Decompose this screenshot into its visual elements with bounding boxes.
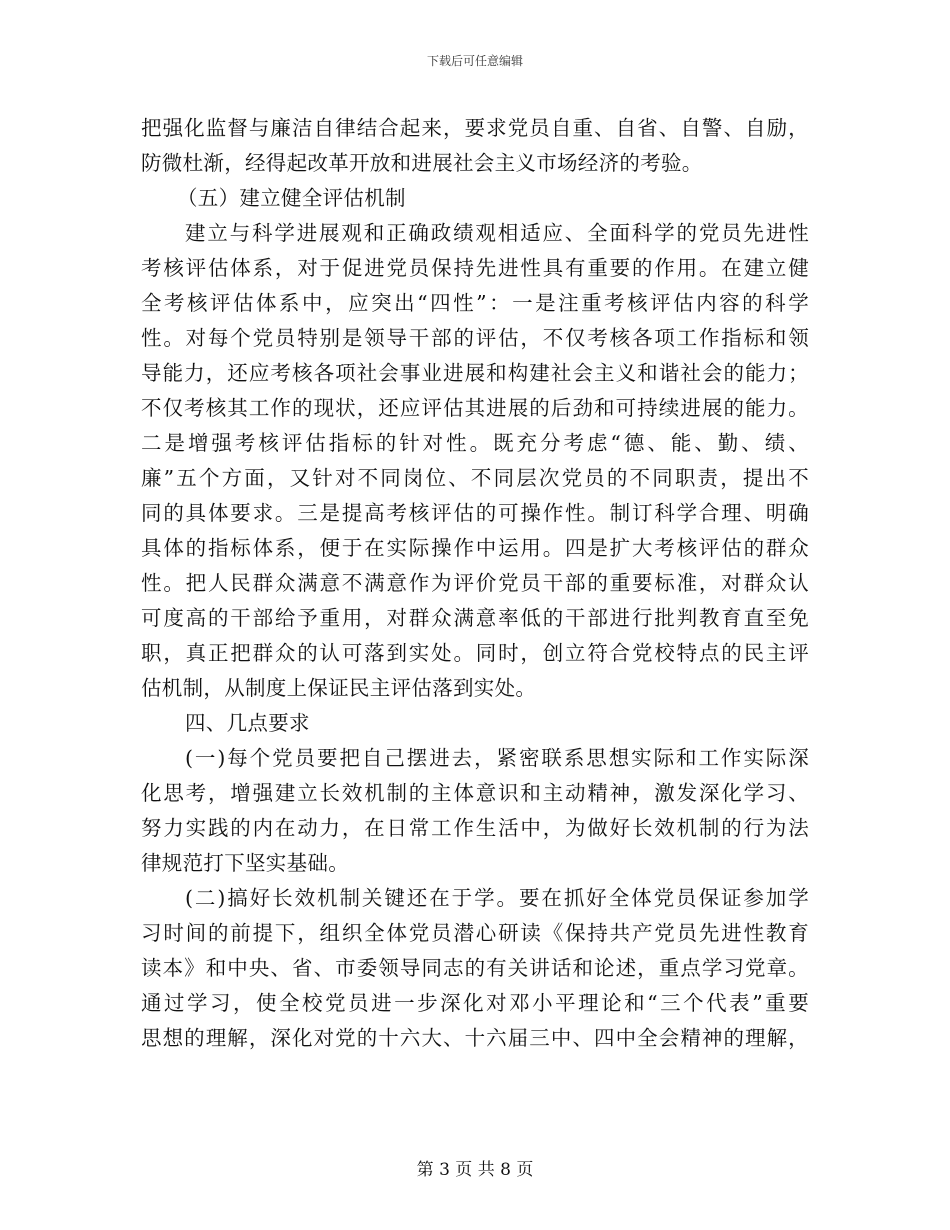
text-line: 全考核评估体系中，应突出“四性”：一是注重考核评估内容的科学	[141, 291, 809, 315]
text-line: 读本》和中央、省、市委领导同志的有关讲话和论述，重点学习党章。	[141, 956, 809, 980]
text-line: 思想的理解，深化对党的十六大、十六届三中、四中全会精神的理解，	[141, 1026, 809, 1050]
page-footer: 第 3 页 共 8 页	[416, 1160, 534, 1180]
text-line: 职，真正把群众的认可落到实处。同时，创立符合党校特点的民主评	[141, 641, 809, 665]
text-line: 四、几点要求	[185, 711, 310, 735]
text-line: 习时间的前提下，组织全体党员潜心研读《保持共产党员先进性教育	[141, 921, 809, 945]
page-header: 下载后可任意编辑	[426, 54, 523, 68]
text-line: 建立与科学进展观和正确政绩观相适应、全面科学的党员先进性	[185, 221, 809, 245]
text-line: 同的具体要求。三是提高考核评估的可操作性。制订科学合理、明确	[141, 501, 809, 525]
text-line: 努力实践的内在动力，在日常工作生活中，为做好长效机制的行为法	[141, 816, 809, 840]
text-line: 导能力，还应考核各项社会事业进展和构建社会主义和谐社会的能力；	[141, 361, 809, 385]
text-line: 估机制，从制度上保证民主评估落到实处。	[141, 676, 537, 700]
text-line: 性。对每个党员特别是领导干部的评估，不仅考核各项工作指标和领	[141, 326, 809, 350]
text-line: 通过学习，使全校党员进一步深化对邓小平理论和“三个代表”重要	[141, 991, 809, 1015]
text-line: 考核评估体系，对于促进党员保持先进性具有重要的作用。在建立健	[141, 256, 809, 280]
text-line: (二)搞好长效机制关键还在于学。要在抓好全体党员保证参加学	[185, 886, 809, 910]
text-line: 把强化监督与廉洁自律结合起来，要求党员自重、自省、自警、自励，	[141, 116, 809, 140]
text-line: 具体的指标体系，便于在实际操作中运用。四是扩大考核评估的群众	[141, 536, 809, 560]
text-line: 廉”五个方面，又针对不同岗位、不同层次党员的不同职责，提出不	[141, 466, 809, 490]
text-line: 二是增强考核评估指标的针对性。既充分考虑“德、能、勤、绩、	[141, 431, 809, 455]
text-line: 防微杜渐，经得起改革开放和进展社会主义市场经济的考验。	[141, 151, 703, 175]
text-line: 可度高的干部给予重用，对群众满意率低的干部进行批判教育直至免	[141, 606, 809, 630]
text-line: 化思考，增强建立长效机制的主体意识和主动精神，激发深化学习、	[141, 781, 809, 805]
text-line: 律规范打下坚实基础。	[141, 851, 349, 875]
text-line: 性。把人民群众满意不满意作为评价党员干部的重要标准，对群众认	[141, 571, 809, 595]
text-line: （五）建立健全评估机制	[177, 186, 406, 210]
text-line: (一)每个党员要把自己摆进去，紧密联系思想实际和工作实际深	[185, 746, 809, 770]
document-body	[141, 111, 809, 1056]
text-line: 不仅考核其工作的现状，还应评估其进展的后劲和可持续进展的能力。	[141, 396, 809, 420]
